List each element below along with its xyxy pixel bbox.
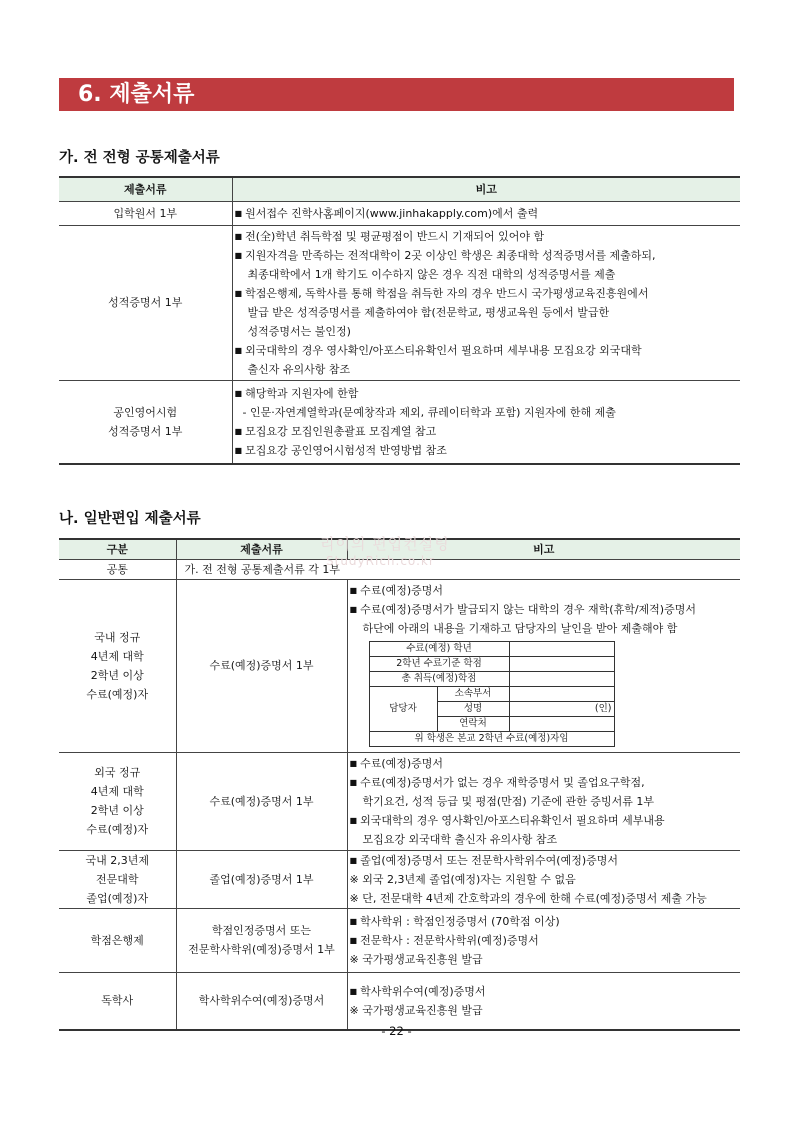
doc-cell — [176, 850, 347, 908]
cell-line: 국내 2,3년제 — [85, 853, 149, 867]
cell-line: 4년제 대학 — [90, 649, 144, 663]
note-line: 최종대학에서 1개 학기도 이수하지 않은 경우 직전 대학의 성적증명서를 제출 — [247, 267, 616, 281]
bullet-note: ■ 외국대학의 경우 영사확인/아포스티유확인서 필요하며 세부내용 모집요강 외국대학 — [235, 341, 741, 360]
doc-cell — [176, 579, 347, 752]
category-cell — [59, 850, 176, 908]
note-cell — [347, 752, 740, 850]
doc-cell — [176, 908, 347, 972]
form-blank — [509, 716, 614, 731]
page-number: - 22 - — [381, 1024, 412, 1038]
table-row — [59, 850, 740, 908]
doc-cell — [176, 972, 347, 1030]
note-line: - 인문·자연계열학과(문예창작과 제외, 큐레이터학과 포함) 지원자에 한해 제출 — [242, 405, 616, 419]
bullet-note: ■ 수료(예정)증명서가 발급되지 않는 대학의 경우 재학(휴학/제적)증명서 — [350, 600, 741, 619]
form-blank — [509, 671, 614, 686]
doc-cell — [59, 225, 232, 380]
table-row — [59, 380, 740, 464]
table-row — [59, 225, 740, 380]
note-list — [350, 581, 741, 638]
form-footer: 위 학생은 본교 2학년 수료(예정)자임 — [369, 731, 614, 746]
header-note: 비고 — [232, 177, 740, 201]
header-doc: 제출서류 — [59, 177, 232, 201]
note-cell — [232, 225, 740, 380]
note-line: 성적증명서는 불인정) — [247, 324, 351, 338]
section-title-banner — [59, 78, 734, 111]
cell-line: 수료(예정)자 — [86, 687, 149, 701]
bullet-note: ■ 모집요강 모집인원총괄표 모집계열 참고 — [235, 422, 741, 441]
note-line: 발급 받은 성적증명서를 제출하여야 함(전문학교, 평생교육원 등에서 발급한 — [247, 305, 610, 319]
category-cell — [59, 559, 176, 579]
cell-line: 2학년 이상 — [90, 668, 144, 682]
bullet-note: ■ 해당학과 지원자에 한함 — [235, 384, 741, 403]
cell-line: 외국 정규 — [94, 766, 141, 779]
cell-line: 국내 정규 — [94, 630, 141, 644]
doc-cell — [176, 752, 347, 850]
note-cell — [232, 380, 740, 464]
bullet-note: ■ 학사학위 : 학점인정증명서 (70학점 이상) — [350, 912, 741, 931]
note-cell — [347, 850, 740, 908]
cell-line: 전문학사학위(예정)증명서 1부 — [188, 943, 335, 956]
cell-line: 수료(예정)자 — [86, 823, 149, 836]
bullet-note: ■ 전(全)학년 취득학점 및 평균평점이 반드시 기재되어 있어야 함 — [235, 227, 741, 246]
form-blank — [509, 656, 614, 671]
cell-line: 가. 전 전형 공통제출서류 각 1부 — [184, 562, 340, 576]
category-cell — [59, 752, 176, 850]
cell-line: 성적증명서 1부 — [108, 296, 183, 309]
doc-cell — [59, 201, 232, 225]
cell-line: 성적증명서 1부 — [108, 424, 183, 438]
note-cell — [232, 201, 740, 225]
bullet-note: ■ 원서접수 진학사홈페이지(www.jinhakapply.com)에서 출력 — [235, 204, 741, 223]
cell-line: 학사학위수여(예정)증명서 — [198, 994, 325, 1008]
header-doc: 제출서류 — [176, 539, 347, 559]
cell-line: 학점은행제 — [90, 933, 144, 947]
bullet-note: ■ 수료(예정)증명서 — [350, 754, 741, 773]
form-label: 성명 — [437, 701, 509, 716]
table-header-row — [59, 177, 740, 201]
note-line: ※ 외국 2,3년제 졸업(예정)자는 지원할 수 없음 — [349, 872, 576, 886]
note-cell — [347, 579, 740, 752]
general-docs-table — [59, 535, 740, 1031]
cell-line: 졸업(예정)자 — [86, 891, 149, 905]
bullet-note: ■ 수료(예정)증명서가 없는 경우 재학증명서 및 졸업요구학점, — [350, 773, 741, 792]
note-line: 학기요건, 성적 등급 및 평점(만점) 기준에 관한 증빙서류 1부 — [362, 794, 654, 808]
cell-line: 독학사 — [101, 994, 134, 1008]
cell-line: 공통 — [106, 562, 128, 576]
form-blank — [509, 686, 614, 701]
header-category: 구분 — [59, 539, 176, 559]
table-row — [59, 908, 740, 972]
cell-line: 전문대학 — [95, 872, 139, 886]
bullet-note: ■ 지원자격을 만족하는 전적대학이 2곳 이상인 학생은 최종대학 성적증명서를 제출하되, — [235, 246, 741, 265]
note-line: ※ 국가평생교육진흥원 발급 — [349, 1003, 483, 1017]
form-label: 총 취득(예정)학점 — [369, 671, 509, 686]
form-label: 연락처 — [437, 716, 509, 731]
note-cell — [347, 972, 740, 1030]
cell-line: 수료(예정)증명서 1부 — [209, 659, 314, 672]
cell-line: 공인영어시험 — [113, 405, 178, 419]
doc-cell — [176, 559, 740, 579]
cell-line: 수료(예정)증명서 1부 — [209, 794, 314, 808]
watermark — [320, 536, 450, 570]
watermark-line: 리이의 편입컨설팅 — [320, 535, 450, 553]
bullet-note: ■ 외국대학의 경우 영사확인/아포스티유확인서 필요하며 세부내용 — [350, 811, 741, 830]
form-seal: (인) — [509, 701, 614, 716]
bullet-note: ■ 학사학위수여(예정)증명서 — [350, 982, 741, 1001]
form-blank — [509, 641, 614, 656]
general-docs-heading: 나. 일반편입 제출서류 — [59, 511, 201, 527]
table-row — [59, 579, 740, 752]
bullet-note: ■ 학점은행제, 독학사를 통해 학점을 취득한 자의 경우 반드시 국가평생교육진흥원에서 — [235, 284, 741, 303]
form-label: 2학년 수료기준 학점 — [369, 656, 509, 671]
form-label: 수료(예정) 학년 — [369, 641, 509, 656]
header-note: 비고 — [347, 539, 740, 559]
doc-cell — [59, 380, 232, 464]
cell-line: 입학원서 1부 — [113, 206, 178, 220]
common-docs-heading: 가. 전 전형 공통제출서류 — [59, 150, 220, 166]
note-line: 출신자 유의사항 참조 — [247, 362, 351, 376]
section-title: 6. 제출서류 — [78, 82, 195, 107]
note-cell — [347, 908, 740, 972]
bullet-note: ■ 수료(예정)증명서 — [350, 581, 741, 600]
note-line: ※ 단, 전문대학 4년제 간호학과의 경우에 한해 수료(예정)증명서 제출 가능 — [349, 891, 707, 905]
table-row — [59, 201, 740, 225]
form-label: 소속부서 — [437, 686, 509, 701]
bullet-note: ■ 전문학사 : 전문학사학위(예정)증명서 — [350, 931, 741, 950]
watermark-line: StudyRich.co.kr — [326, 554, 435, 568]
certificate-form — [369, 641, 615, 747]
bullet-note: ■ 모집요강 공인영어시험성적 반영방법 참조 — [235, 441, 741, 460]
category-cell — [59, 908, 176, 972]
common-docs-table — [59, 176, 740, 465]
cell-line: 학점인정증명서 또는 — [211, 924, 312, 937]
note-line: 모집요강 외국대학 출신자 유의사항 참조 — [362, 832, 558, 846]
cell-line: 졸업(예정)증명서 1부 — [209, 872, 314, 886]
cell-line: 4년제 대학 — [90, 785, 144, 798]
table-row — [59, 972, 740, 1030]
category-cell — [59, 579, 176, 752]
category-cell — [59, 972, 176, 1030]
form-label: 담당자 — [369, 686, 437, 731]
bullet-note: ■ 졸업(예정)증명서 또는 전문학사학위수여(예정)증명서 — [350, 851, 741, 870]
table-row — [59, 752, 740, 850]
note-line: ※ 국가평생교육진흥원 발급 — [349, 952, 483, 966]
note-line: 하단에 아래의 내용을 기재하고 담당자의 날인을 받아 제출해야 함 — [362, 621, 678, 635]
cell-line: 2학년 이상 — [90, 804, 144, 817]
